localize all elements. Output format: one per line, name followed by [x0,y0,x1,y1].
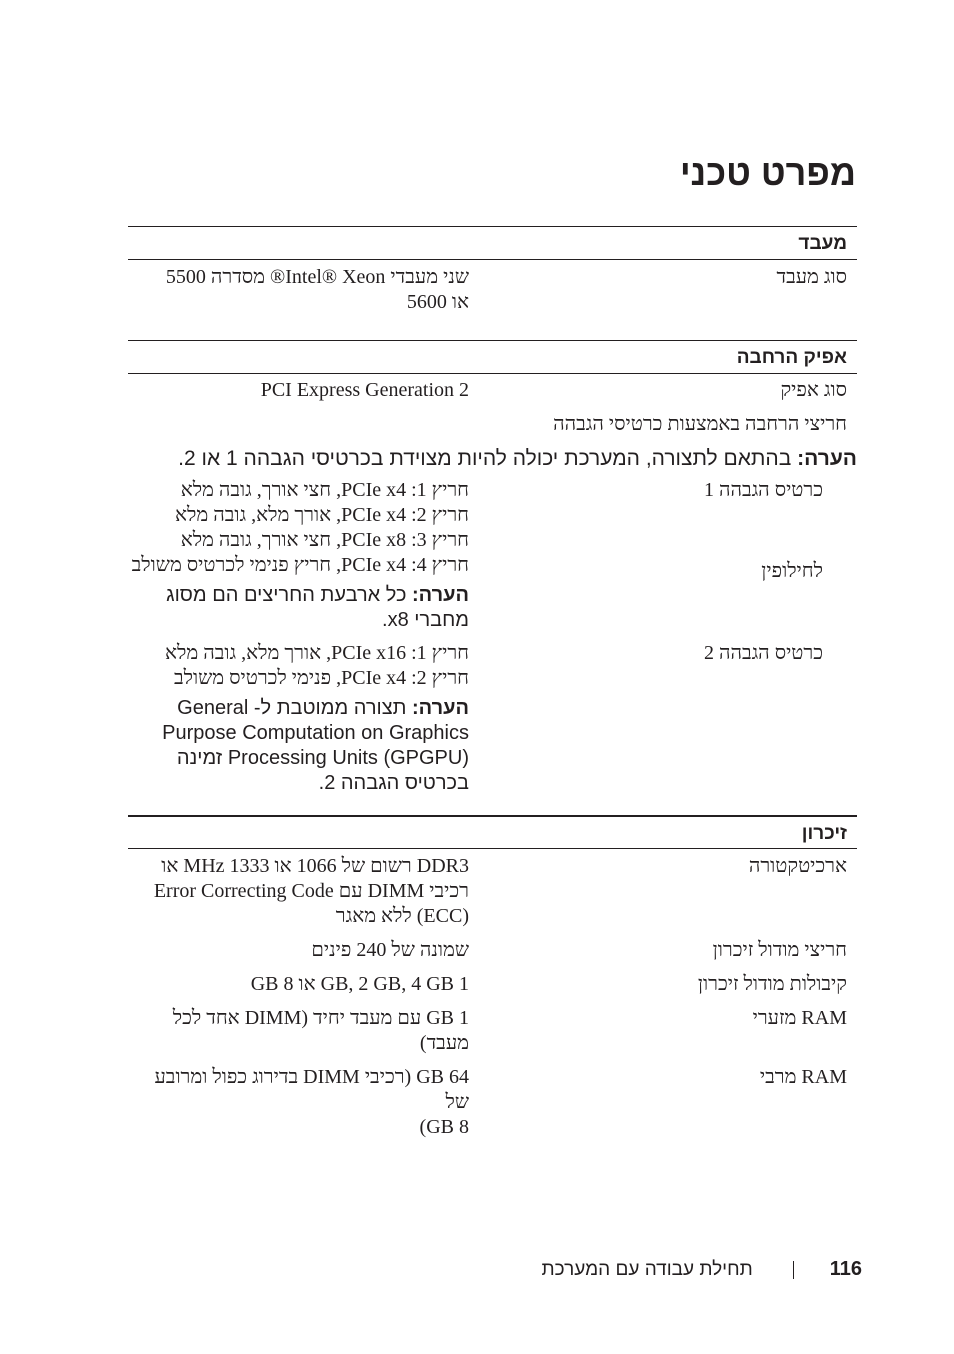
chapter-title: תחילת עבודה עם המערכת [541,1258,753,1280]
section-expansion [128,340,857,796]
note-line [128,696,469,721]
value-line: או 5600 [406,291,469,313]
section-heading-processor: מעבד [128,226,857,260]
value-line: DDR3 רשום של 1066 או 1333 MHz או [161,855,469,877]
note-line [128,583,469,608]
note-text: בהתאם לתצורה, המערכת יכולה להיות מצוידת בכרטיסי הגבהה 1 או 2. [178,447,792,470]
page-footer [542,1258,862,1281]
riser1-note [128,583,469,633]
value-line: PCI Express Generation 2 [260,379,469,401]
row-value [128,1065,469,1140]
row-label: חריצי מודול זיכרון [712,939,847,961]
row-min-ram [128,1006,857,1056]
value-line: רכיבי DIMM עם Error Correcting Code [153,880,469,902]
value-line: חריץ 1: PCIe x4, חצי אורך, גובה מלא [180,479,469,501]
row-value [128,478,469,633]
note-text: כל ארבעת החריצים הם מסוג [166,584,407,606]
row-bus-type [128,378,857,403]
section-heading-memory: זיכרון [128,815,857,849]
row-architecture [128,854,857,929]
row-value: שמונה של 240 פינים [311,939,469,961]
row-value [128,854,469,929]
section-processor [128,226,857,315]
page-number: 116 [829,1258,862,1280]
row-max-ram [128,1065,857,1140]
label-line: לחילופין [761,560,823,582]
row-value [128,265,469,315]
note-line: Processing Units (GPGPU) זמינה [176,747,469,769]
value-line: חריץ 1: PCIe x16, אורך מלא, גובה מלא [165,642,469,664]
page-title: מפרט טכני [679,152,856,193]
row-label: סוג אפיק [780,379,847,401]
value-line: חריץ 4: PCIe x4, חריץ פנימי לכרטיס משולב [131,554,469,576]
row-memory-sockets [128,938,857,963]
note-label: הערה: [412,697,469,719]
row-label: קיבולות מודול זיכרון [697,973,847,995]
row-riser1 [128,478,857,633]
section-heading-expansion: אפיק הרחבה [128,340,857,374]
value-line: 8 GB) [419,1116,469,1138]
value-line: חריץ 3: PCIe x8, חצי אורך, גובה מלא [180,529,469,551]
value-line: חריץ 2: PCIe x4, פנימי לכרטיס משולב [174,667,469,689]
value-line: חריץ 2: PCIe x4, אורך מלא, גובה מלא [175,504,469,526]
note-text: תצורה ממוטבת ל- General [177,697,407,719]
riser2-note [128,696,469,796]
value-line: 64 GB (רכיבי DIMM בדירוג כפול ומרובע של [154,1066,469,1113]
expansion-note [128,446,857,471]
row-riser2 [128,641,857,796]
row-value [128,378,469,403]
row-expansion-slots: חריצי הרחבה באמצעות כרטיסי הגבהה [553,413,847,435]
footer-divider [793,1261,794,1279]
spec-table [128,226,857,1140]
note-line: Purpose Computation on Graphics [162,722,469,744]
note-label: הערה: [412,584,469,606]
label-line: כרטיס הגבהה 1 [703,479,823,501]
row-label: ארכיטקטורה [748,855,847,877]
row-memory-capacity [128,972,857,997]
value-line: שני מעבדי Intel® Xeon® מסדרה 5500 [165,266,469,288]
row-processor-type [128,265,857,315]
row-label [469,478,857,633]
value-line: (ECC) ללא מאגר [335,905,469,927]
row-label: כרטיס הגבהה 2 [703,642,823,664]
row-label: סוג מעבד [776,266,847,288]
row-value: 1 GB עם מעבד יחיד (DIMM אחד לכל מעבד) [172,1007,469,1054]
note-label: הערה: [797,447,857,470]
row-label: RAM מרבי [759,1066,847,1088]
row-value: 1 GB, 2 GB, 4 GB או 8 GB [250,973,469,995]
note-line: בכרטיס הגבהה 2. [318,772,469,794]
row-value [128,641,469,796]
note-line: מחברי x8. [382,609,469,631]
row-label: RAM מזערי [752,1007,847,1029]
section-memory [128,815,857,1140]
